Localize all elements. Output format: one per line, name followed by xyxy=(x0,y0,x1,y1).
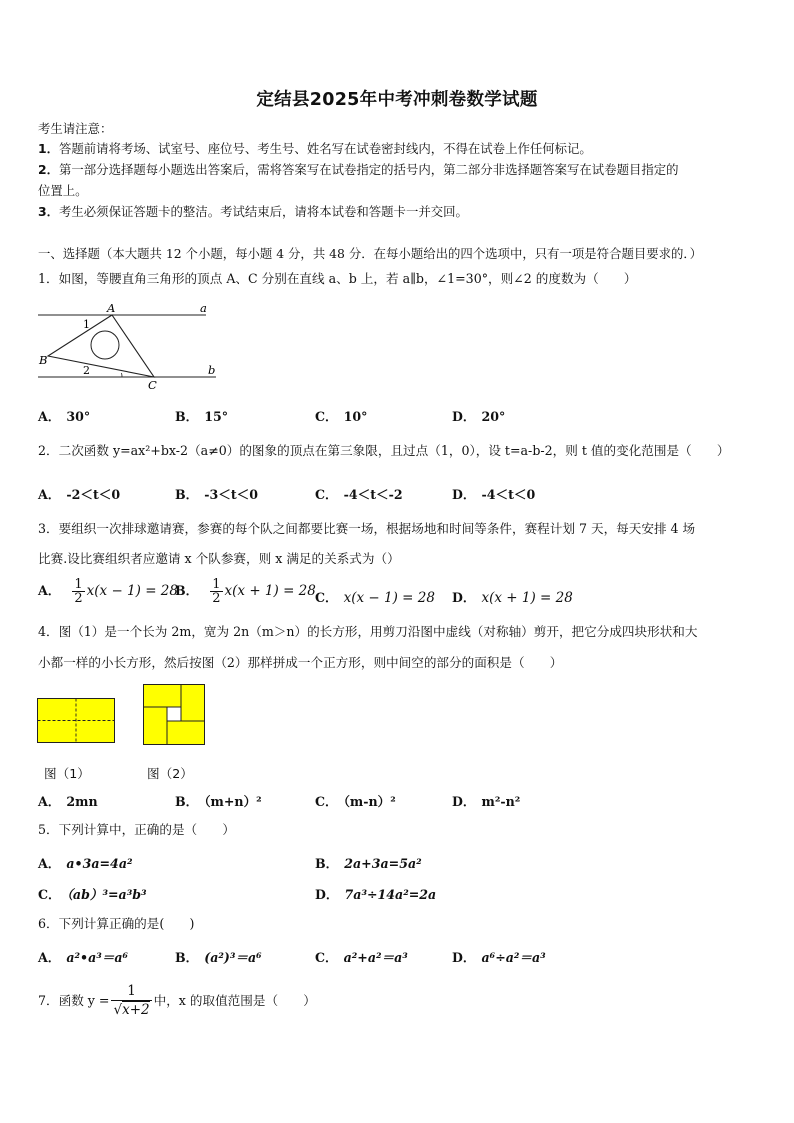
option-key: A． xyxy=(38,950,61,965)
q2-option-b[interactable] xyxy=(175,484,258,503)
option-key: B． xyxy=(175,794,199,809)
option-key: C． xyxy=(315,950,338,965)
notice-item-3 xyxy=(38,204,468,220)
notice-item-1 xyxy=(38,141,592,157)
q6-option-c[interactable] xyxy=(315,947,408,966)
fraction-numerator: 1 xyxy=(74,577,83,592)
q5-option-a[interactable] xyxy=(38,853,133,872)
label-two: 2 xyxy=(83,364,90,377)
fraction-denominator-sqrt xyxy=(111,1000,151,1019)
option-value: x(x − 1) = 28 xyxy=(86,583,178,599)
q7-prefix: 7．函数 y = xyxy=(38,993,110,1008)
option-value: 7a³÷14a²=2a xyxy=(344,887,437,902)
option-value: 2a+3a=5a² xyxy=(344,856,422,871)
notice-item-3-num: 3． xyxy=(38,204,60,219)
sqrt-icon: √ xyxy=(113,1001,123,1018)
option-value: (a²)³＝a⁶ xyxy=(204,950,262,965)
q2-stem: 2．二次函数 y=ax²+bx-2（a≠0）的图象的顶点在第三象限，且过点（1，0），设 t=a-b-2，则 t 值的变化范围是（ ） xyxy=(38,443,730,458)
notice-heading: 考生请注意： xyxy=(38,121,113,136)
q4-stem-line-1: 4．图（1）是一个长为 2m，宽为 2n（m＞n）的长方形，用剪刀沿图中虚线（对称轴）剪开，把它分成四块形状和大 xyxy=(38,624,698,639)
q5-option-b[interactable] xyxy=(315,853,422,872)
notice-item-1-text: 答题前请将考场、试室号、座位号、考生号、姓名写在试卷密封线内，不得在试卷上作任何标记。 xyxy=(59,141,592,156)
option-value: m²-n² xyxy=(481,794,521,809)
notice-item-2-cont: 位置上。 xyxy=(38,183,88,198)
notice-item-1-num: 1． xyxy=(38,141,60,156)
option-value: 30° xyxy=(66,409,91,424)
fraction-denominator: 2 xyxy=(212,591,221,606)
page-title: 定结县2025年中考冲刺卷数学试题 xyxy=(256,90,538,110)
label-C: C xyxy=(148,378,157,392)
option-value: （ab）³=a³b³ xyxy=(66,887,147,902)
option-key: B． xyxy=(175,487,199,502)
option-value: a²+a²＝a³ xyxy=(343,950,408,965)
q4-option-d[interactable] xyxy=(452,791,520,810)
triangle-abc xyxy=(48,315,154,377)
fraction-numerator: 1 xyxy=(212,577,221,592)
q3-stem-line-2: 比赛.设比赛组织者应邀请 x 个队参赛，则 x 满足的关系式为（） xyxy=(38,551,400,566)
option-value: x(x + 1) = 28 xyxy=(224,583,316,599)
label-A: A xyxy=(107,301,116,315)
center-hole xyxy=(167,707,181,721)
fraction-numerator: 1 xyxy=(127,983,136,999)
q1-option-b[interactable] xyxy=(175,406,228,425)
notice-item-2 xyxy=(38,162,679,178)
label-a: a xyxy=(200,301,207,315)
option-key: D． xyxy=(452,794,476,809)
inner-circle xyxy=(91,331,119,359)
option-key: B． xyxy=(175,409,199,424)
option-key: D． xyxy=(315,887,339,902)
q6-option-a[interactable] xyxy=(38,947,128,966)
label-one: 1 xyxy=(83,318,90,331)
option-value: （m-n）² xyxy=(343,794,396,809)
q4-stem-line-2: 小都一样的小长方形，然后按图（2）那样拼成一个正方形，则中间空的部分的面积是（ ） xyxy=(38,655,563,670)
q5-option-d[interactable] xyxy=(315,884,436,903)
q1-option-d[interactable] xyxy=(452,406,505,425)
option-key: A． xyxy=(38,583,61,598)
q7-fraction xyxy=(111,983,151,1019)
option-key: A． xyxy=(38,794,61,809)
option-key: C． xyxy=(315,487,338,502)
option-key: A． xyxy=(38,409,61,424)
option-value: x(x − 1) = 28 xyxy=(343,590,435,606)
q4-option-b[interactable] xyxy=(175,791,262,810)
option-key: C． xyxy=(315,590,338,605)
q2-option-c[interactable] xyxy=(315,484,403,503)
option-value: 2mn xyxy=(66,794,98,809)
q3-option-a[interactable] xyxy=(38,578,178,605)
option-key: D． xyxy=(452,409,476,424)
q6-stem: 6．下列计算正确的是( ) xyxy=(38,916,195,931)
option-value: 10° xyxy=(343,409,368,424)
notice-item-2-text: 第一部分选择题每小题选出答案后，需将答案写在试卷指定的括号内，第二部分非选择题答案写在试卷题目指定的 xyxy=(59,162,679,177)
option-value: -3＜t＜0 xyxy=(204,487,259,502)
option-value: （m+n）² xyxy=(204,794,262,809)
q1-figure xyxy=(36,298,226,393)
option-key: D． xyxy=(452,950,476,965)
notice-item-2-num: 2． xyxy=(38,162,60,177)
label-b: b xyxy=(208,363,216,377)
q2-option-a[interactable] xyxy=(38,484,120,503)
option-value: 15° xyxy=(204,409,229,424)
angle-mark xyxy=(122,373,123,377)
fraction-denominator: 2 xyxy=(74,591,83,606)
q5-stem: 5．下列计算中，正确的是（ ） xyxy=(38,822,235,837)
option-key: A． xyxy=(38,856,61,871)
option-value: 20° xyxy=(481,409,506,424)
fraction-half xyxy=(72,578,84,605)
option-key: D． xyxy=(452,487,476,502)
q5-option-c[interactable] xyxy=(38,884,147,903)
option-key: D． xyxy=(452,590,476,605)
option-value: a²•a³＝a⁶ xyxy=(66,950,129,965)
option-key: C． xyxy=(315,794,338,809)
section-heading: 一、选择题（本大题共 12 个小题，每小题 4 分，共 48 分．在每小题给出的四个选项中，只有一项是符合题目要求的．） xyxy=(38,246,702,261)
q4-option-c[interactable] xyxy=(315,791,396,810)
radicand: x+2 xyxy=(122,1002,150,1018)
q4-figure-2 xyxy=(143,684,207,746)
q4-option-a[interactable] xyxy=(38,791,98,810)
option-value: a•3a=4a² xyxy=(66,856,133,871)
q6-option-b[interactable] xyxy=(175,947,262,966)
q3-option-c[interactable] xyxy=(315,587,435,606)
q3-stem-line-1: 3．要组织一次排球邀请赛，参赛的每个队之间都要比赛一场，根据场地和时间等条件，赛程计划 7 天，每天安排 4 场 xyxy=(38,521,696,536)
fraction-half xyxy=(210,578,222,605)
q1-stem: 1．如图，等腰直角三角形的顶点 A、C 分别在直线 a、b 上，若 a∥b，∠1=30°，则∠2 的度数为（ ） xyxy=(38,271,637,286)
q4-figure-1 xyxy=(37,698,117,744)
figure-2-caption: 图（2） xyxy=(147,766,193,781)
q2-option-d[interactable] xyxy=(452,484,535,503)
q1-option-c[interactable] xyxy=(315,406,367,425)
option-key: B． xyxy=(315,856,339,871)
notice-item-3-text: 考生必须保证答题卡的整洁。考试结束后，请将本试卷和答题卡一并交回。 xyxy=(59,204,468,219)
option-value: x(x + 1) = 28 xyxy=(481,590,573,606)
option-value: -4＜t＜-2 xyxy=(343,487,403,502)
q6-option-d[interactable] xyxy=(452,947,546,966)
option-value: a⁶÷a²＝a³ xyxy=(481,950,546,965)
option-value: -4＜t＜0 xyxy=(481,487,536,502)
q7-stem xyxy=(38,983,316,1019)
option-key: C． xyxy=(38,887,61,902)
option-key: B． xyxy=(175,583,199,598)
q3-option-b[interactable] xyxy=(175,578,316,605)
q3-option-d[interactable] xyxy=(452,587,573,606)
option-key: C． xyxy=(315,409,338,424)
option-key: B． xyxy=(175,950,199,965)
label-B: B xyxy=(39,353,48,367)
option-key: A． xyxy=(38,487,61,502)
figure-1-caption: 图（1） xyxy=(44,766,90,781)
option-value: -2＜t＜0 xyxy=(66,487,121,502)
q1-option-a[interactable] xyxy=(38,406,90,425)
q7-suffix: 中，x 的取值范围是（ ） xyxy=(153,993,316,1008)
